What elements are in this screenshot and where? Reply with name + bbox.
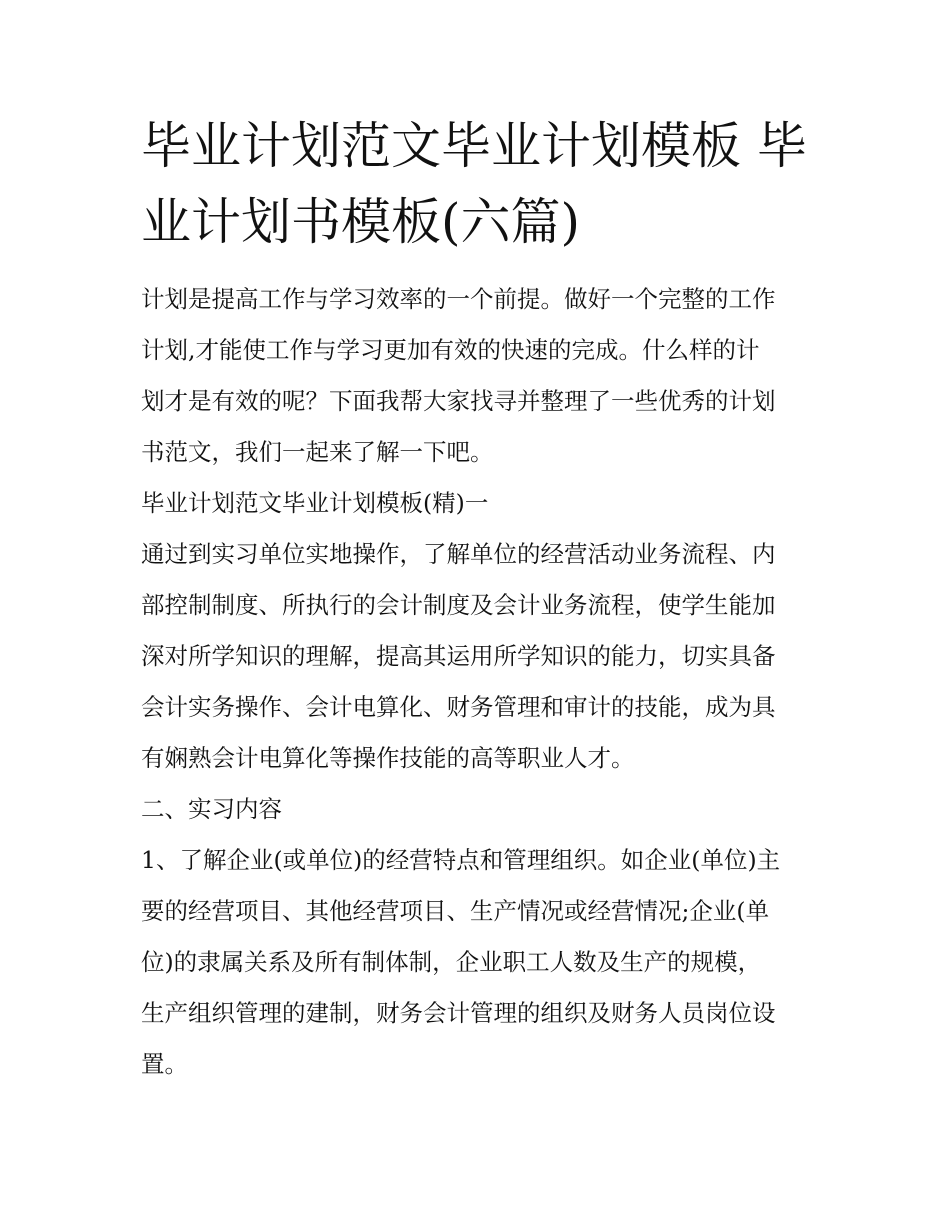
section-heading-plan-one: 毕业计划范文毕业计划模板(精)一 [141,489,489,517]
intro-paragraph: 计划是提高工作与学习效率的一个前提。做好一个完整的工作 计划,才能使工作与学习更加有效的快速的完成。什么样的计 划才是有效的呢？下面我帮大家找寻并整理了一些优秀的计划 书范文，我们一起来了解一下吧。 [141,285,776,466]
document-body [141,108,813,1090]
section-heading-internship-content: 二、实习内容 [141,795,282,823]
document-title: 毕业计划范文毕业计划模板 毕 业计划书模板(六篇) [141,117,807,251]
internship-item-1-paragraph: 1、了解企业(或单位)的经营特点和管理组织。如企业(单位)主 要的经营项目、其他经营项目、生产情况或经营情况;企业(单 位)的隶属关系及所有制体制，企业职工人数及生产的规模， 生产组织管理的建制，财务会计管理的组织及财务人员岗位设 置。 [141,846,781,1078]
internship-purpose-paragraph: 通过到实习单位实地操作，了解单位的经营活动业务流程、内 部控制制度、所执行的会计制度及会计业务流程，使学生能加 深对所学知识的理解，提高其运用所学知识的能力，切实具备 会计实务操作、会计电算化、财务管理和审计的技能，成为具 有娴熟会计电算化等操作技能的高等职业人才。 [141,540,776,772]
